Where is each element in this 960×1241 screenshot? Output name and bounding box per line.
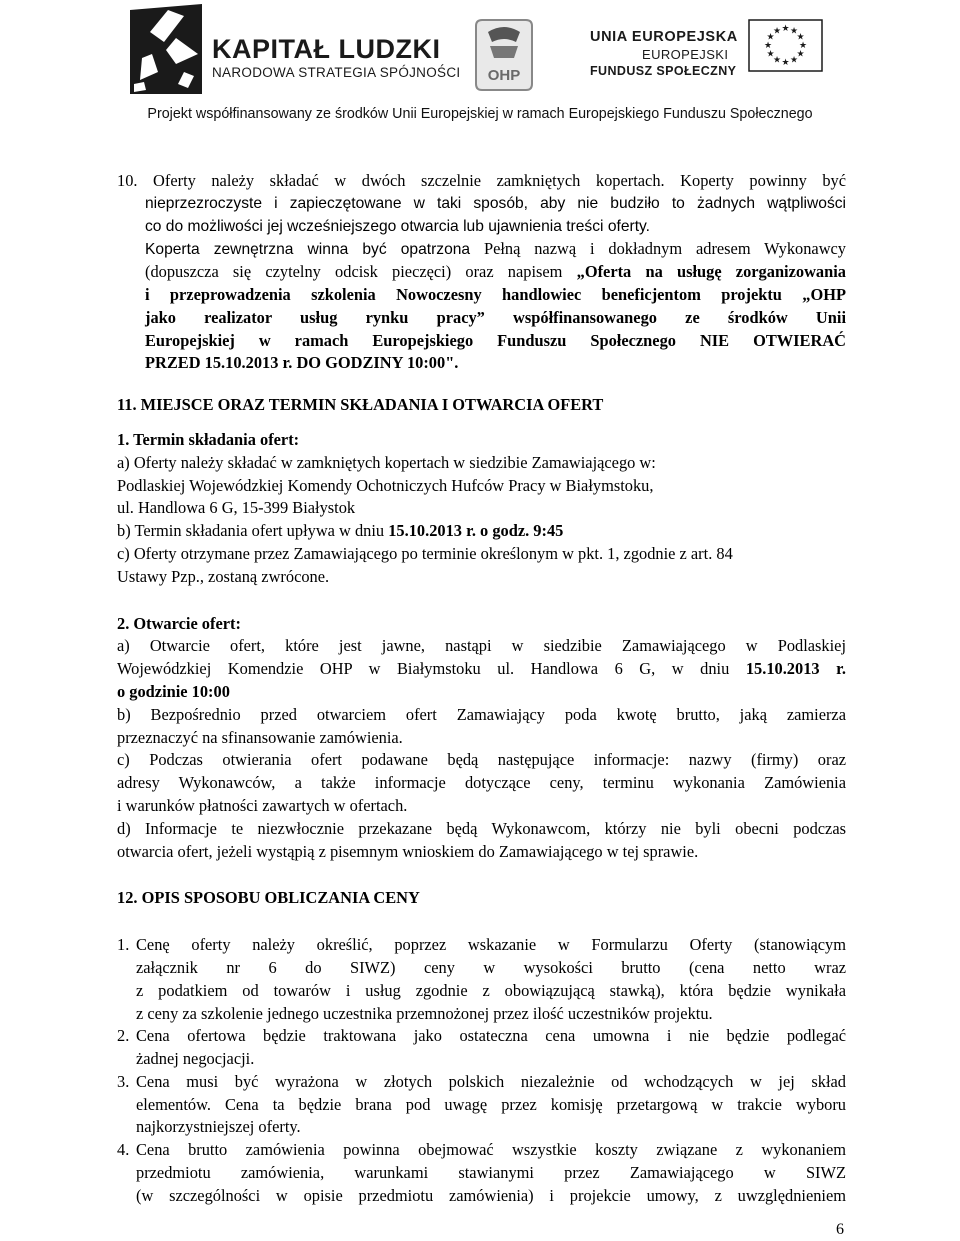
sec10-bold-text: „Oferta na usługę zorganizowania [576,262,846,282]
sec10-text: 10. Oferty należy składać w dwóch szczelnie zamkniętych kopertach. Koperty powinny być [117,171,846,190]
svg-text:★: ★ [796,49,805,60]
text-span: c) Podczas otwierania ofert podawane będą następujące informacje: nazwy (firmy) oraz [117,750,846,770]
text-line: c) Oferty otrzymane przez Zamawiającego po terminie określonym w pkt. 1, zgodnie z art. 84 [117,543,733,563]
text-line [136,1071,846,1094]
section-12 [117,887,846,1207]
text-line: żadnej negocjacji. [136,1049,255,1069]
deadline-text: 15.10.2013 r. o godz. 9:45 [388,521,564,541]
text-line: przeznaczyć na sfinansowanie zamówienia. [117,727,403,747]
svg-text:★: ★ [772,55,782,66]
text-line [117,772,846,795]
svg-text:★: ★ [763,41,773,51]
text-line: najkorzystniejszej oferty. [136,1117,301,1137]
document-body [117,170,846,1208]
sec10-bold-text: PRZED 15.10.2013 r. DO GODZINY 10:00". [145,353,459,373]
sec10-line [117,284,846,307]
ohp-logo-text: OHP [487,67,521,84]
eu-label-line1: UNIA EUROPEJSKA [590,29,738,45]
text-line: Ustawy Pzp., zostaną zwrócone. [117,566,330,586]
text-line: a) Oferty należy składać w zamkniętych kopertach w siedzibie Zamawiającego w: [117,452,656,472]
subsection-heading: 1. Termin składania ofert: [117,429,300,449]
section-11 [117,394,846,863]
sec10-text: (dopuszcza się czytelny odcisk pieczęci) oraz napisem [145,262,577,282]
sec10-line [117,330,846,353]
page-header [0,0,960,130]
kapital-ludzki-subtitle: NARODOWA STRATEGIA SPÓJNOŚCI [212,65,461,80]
text-line: i warunków płatności zawartych w ofertach. [117,795,408,815]
subsection-heading: 2. Otwarcie ofert: [117,613,241,633]
text-span: Wojewódzkiej Komendzie OHP w Białymstoku ul. Handlowa 6 G, w dniu [117,659,746,679]
text-line [117,520,846,543]
sec10-line [117,307,846,330]
list-item-number: 3. [117,1071,130,1091]
text-span: Cena ofertowa będzie traktowana jako ostateczna cena umowna i nie będzie podlegać [136,1026,846,1046]
sec10-line [117,216,846,239]
eu-label [590,29,738,80]
list-item [117,1071,846,1139]
sec10-line [117,261,846,284]
ohp-logo [470,14,538,96]
section-heading: 12. OPIS SPOSOBU OBLICZANIA CENY [117,888,420,908]
svg-text:★: ★ [796,32,805,43]
svg-text:★: ★ [781,24,790,34]
text-span: elementów. Cena ta będzie brana pod uwagę przez komisję przetargową w trakcie wyboru [136,1094,846,1114]
text-line [136,1025,846,1048]
list-item-number: 1. [117,935,130,955]
text-line [117,704,846,727]
section-10 [117,170,846,375]
text-line: Podlaskiej Wojewódzkiej Komendy Ochotniczych Hufców Pracy w Białymstoku, [117,475,654,495]
text-line: z ceny za szkolenie jednego uczestnika przemnożonej przez ilość uczestników projektu. [136,1003,713,1023]
sec10-bold-text: Europejskiej w ramach Europejskiego Funduszu Społecznego NIE OTWIERAĆ [145,330,846,350]
list-item [117,934,846,1025]
sec10-bold-text: jako realizator usług rynku pracy” współfinansowanego ze środków Unii [145,307,846,327]
text-line [136,1139,846,1162]
sec10-line [117,193,846,216]
text-span: b) Termin składania ofert upływa w dniu [117,521,389,541]
eu-label-line2: EUROPEJSKI [642,47,729,62]
svg-text:★: ★ [781,58,790,68]
text-line: otwarcia ofert, jeżeli wystąpią z pisemnym wnioskiem do Zamawiającego w tej sprawie. [117,841,699,861]
list-item-number: 4. [117,1140,130,1160]
sec10-text: Koperta zewnętrzna winna być opatrzona [145,241,471,259]
text-line [136,957,846,980]
project-cofinancing-note: Projekt współfinansowany ze środków Unii Europejskiej w ramach Europejskiego Funduszu Społecznego [147,106,813,122]
sec10-text: Pełną nazwą i dokładnym adresem Wykonawcy [470,239,846,259]
text-line [117,658,846,681]
text-span: załącznik nr 6 do SIWZ) ceny w wysokości brutto (cena netto wraz [136,957,846,977]
text-span: Cenę oferty należy określić, poprzez wskazanie w Formularzu Oferty (stanowiącym [136,935,846,955]
svg-text:★: ★ [789,55,799,66]
text-line [117,635,846,658]
opening-date-text: 15.10.2013 r. [745,659,846,679]
text-span: adresy Wykonawców, a także informacje dotyczące ceny, terminu wykonania Zamówienia [117,773,846,793]
text-span: a) Otwarcie ofert, które jest jawne, nastąpi w siedzibie Zamawiającego w Podlaskiej [117,636,846,656]
text-line [136,980,846,1003]
sec10-text: co do możliwości jej wcześniejszego otwarcia lub ujawnienia treści oferty. [145,217,650,235]
text-span: przedmiotu zamówienia, warunkami stawianymi przez Zamawiającego w SIWZ [136,1163,846,1183]
text-span: (w szczególności w opisie przedmiotu zamówienia) i projekcie umowy, z uwzględnieniem [136,1185,846,1205]
svg-text:★: ★ [766,32,775,43]
text-line [117,749,846,772]
svg-text:★: ★ [766,49,775,60]
svg-text:★: ★ [772,26,782,37]
section-heading: 11. MIEJSCE ORAZ TERMIN SKŁADANIA I OTWARCIA OFERT [117,395,604,415]
text-line [117,818,846,841]
eu-label-line3: FUNDUSZ SPOŁECZNY [590,64,737,78]
sec10-line [117,170,846,193]
text-line [136,1185,846,1208]
text-span: b) Bezpośrednio przed otwarciem ofert Zamawiający poda kwotę brutto, jaką zamierza [117,704,846,724]
page-number: 6 [836,1221,844,1238]
kapital-ludzki-title: KAPITAŁ LUDZKI [212,34,441,64]
list-item [117,1025,846,1071]
sec10-bold-text: i przeprowadzenia szkolenia Nowoczesny handlowiec beneficjentom projektu „OHP [145,284,846,304]
list-item-number: 2. [117,1026,130,1046]
sec10-line [117,352,846,375]
text-span: d) Informacje te niezwłocznie przekazane będą Wykonawcom, którzy nie byli obecni podczas [117,818,846,838]
text-line: o godzinie 10:00 [117,681,230,701]
text-line [136,1162,846,1185]
sec10-text: nieprzezroczyste i zapieczętowane w taki sposób, aby nie budziło to żadnych wątpliwości [145,194,846,212]
text-line: ul. Handlowa 6 G, 15-399 Białystok [117,498,356,518]
svg-text:★: ★ [798,41,808,51]
eu-flag-icon [748,19,823,72]
text-span: Cena brutto zamówienia powinna obejmować wszystkie koszty związane z wykonaniem [136,1140,846,1160]
text-span: z podatkiem od towarów i usług zgodnie z obowiązującą stawką), która będzie wynikała [136,980,846,1000]
text-line [136,934,846,957]
text-span: Cena musi być wyrażona w złotych polskich niezależnie od wchodzących w jej skład [136,1071,846,1091]
text-line [136,1094,846,1117]
svg-text:★: ★ [789,26,799,37]
list-item [117,1139,846,1207]
kapital-ludzki-logo [128,2,204,96]
sec10-line [117,238,846,261]
